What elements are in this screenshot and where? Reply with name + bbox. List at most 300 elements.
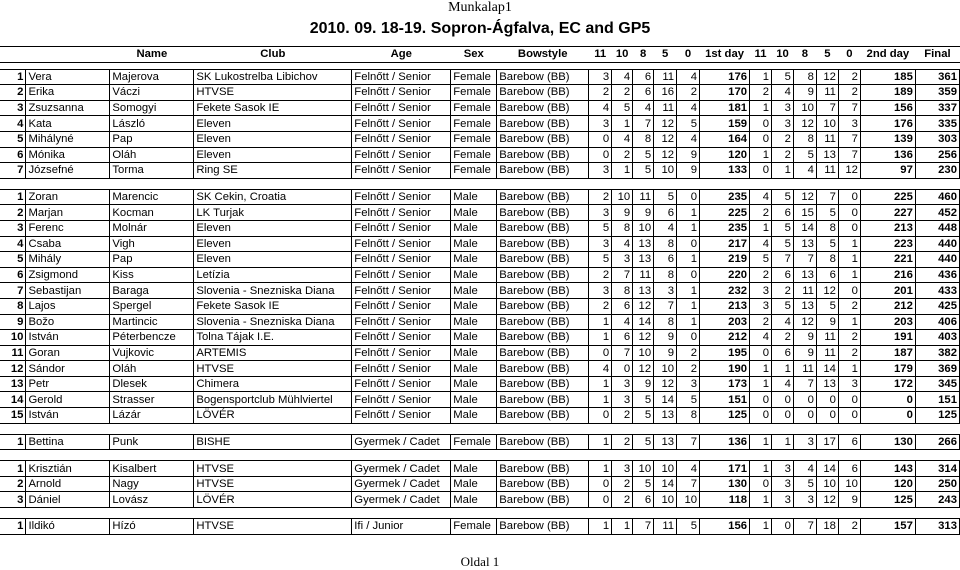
table-cell: 425 xyxy=(915,298,959,314)
table-cell: 2 xyxy=(0,205,26,221)
table-cell: 314 xyxy=(915,461,959,477)
table-cell: Felnőtt / Senior xyxy=(352,376,451,392)
table-cell: 14 xyxy=(654,476,677,492)
table-cell: 4 xyxy=(654,220,677,236)
table-cell: 0 xyxy=(838,205,860,221)
table-cell: 2 xyxy=(750,314,772,330)
table-cell: HTVSE xyxy=(194,85,352,101)
table-cell: Male xyxy=(451,408,497,424)
table-cell: 212 xyxy=(860,298,915,314)
table-cell: 4 xyxy=(750,236,772,252)
table-cell: 125 xyxy=(860,492,915,508)
table-cell: 4 xyxy=(772,314,794,330)
table-cell: 10 xyxy=(633,220,654,236)
table-cell: 7 xyxy=(0,283,26,299)
table-cell: Fekete Sasok IE xyxy=(194,100,352,116)
table-cell: 2 xyxy=(677,85,700,101)
table-cell: Felnőtt / Senior xyxy=(352,220,451,236)
table-row xyxy=(0,492,960,508)
table-cell: Barebow (BB) xyxy=(497,519,589,535)
table-cell: 13 xyxy=(633,283,654,299)
table-cell: 13 xyxy=(793,236,816,252)
table-cell: 8 xyxy=(612,283,633,299)
table-row xyxy=(0,163,960,179)
table-cell: 232 xyxy=(700,283,750,299)
column-header xyxy=(0,47,110,63)
table-cell: 1 xyxy=(772,434,794,450)
table-cell: 6 xyxy=(816,267,838,283)
table-cell: 0 xyxy=(772,408,794,424)
table-cell: 0 xyxy=(860,392,915,408)
table-cell: 440 xyxy=(915,236,959,252)
table-cell: Eleven xyxy=(194,236,352,252)
table-cell: 5 xyxy=(772,220,794,236)
table-cell: 176 xyxy=(700,69,750,85)
table-cell: 448 xyxy=(915,220,959,236)
table-cell: 369 xyxy=(915,361,959,377)
table-cell: István xyxy=(26,330,110,346)
table-cell: 12 xyxy=(793,116,816,132)
table-cell: 460 xyxy=(915,189,959,205)
table-cell: 3 xyxy=(838,116,860,132)
table-cell: 2 xyxy=(612,434,633,450)
table-cell: 6 xyxy=(838,461,860,477)
table-cell: 8 xyxy=(0,298,26,314)
table-cell: 0 xyxy=(677,236,700,252)
table-cell: 14 xyxy=(633,314,654,330)
column-header: 11 xyxy=(750,47,772,63)
table-cell: 6 xyxy=(612,298,633,314)
table-cell: 11 xyxy=(816,345,838,361)
table-cell: Bogensportclub Mühlviertel xyxy=(194,392,352,408)
table-cell: 3 xyxy=(772,492,794,508)
table-cell: 0 xyxy=(589,345,612,361)
table-cell: 7 xyxy=(838,147,860,163)
column-header: 5 xyxy=(654,47,677,63)
column-header: Club xyxy=(194,47,352,63)
table-cell: Eleven xyxy=(194,116,352,132)
table-cell: 4 xyxy=(793,163,816,179)
table-cell: 0 xyxy=(793,408,816,424)
table-cell: 5 xyxy=(772,189,794,205)
table-cell: 2 xyxy=(589,267,612,283)
table-cell: 4 xyxy=(589,361,612,377)
table-cell: 11 xyxy=(816,85,838,101)
column-header: 1st day xyxy=(700,47,750,63)
table-cell: 0 xyxy=(860,408,915,424)
table-cell: 11 xyxy=(816,163,838,179)
table-cell: 3 xyxy=(0,492,26,508)
table-cell: 10 xyxy=(654,163,677,179)
table-cell: 3 xyxy=(750,283,772,299)
table-cell: 3 xyxy=(612,252,633,268)
table-cell: 2 xyxy=(838,330,860,346)
table-cell: 7 xyxy=(633,116,654,132)
table-cell: 10 xyxy=(0,330,26,346)
table-cell: 345 xyxy=(915,376,959,392)
table-cell: Letízia xyxy=(194,267,352,283)
table-cell: 5 xyxy=(633,476,654,492)
table-cell: 223 xyxy=(860,236,915,252)
table-cell: Torma xyxy=(110,163,194,179)
table-row xyxy=(0,361,960,377)
table-cell: 133 xyxy=(700,163,750,179)
table-cell: 5 xyxy=(816,298,838,314)
table-cell: Felnőtt / Senior xyxy=(352,147,451,163)
table-cell: 8 xyxy=(654,314,677,330)
table-cell: 1 xyxy=(750,492,772,508)
table-cell: 9 xyxy=(816,314,838,330)
table-cell: 0 xyxy=(589,492,612,508)
table-cell: Lázár xyxy=(110,408,194,424)
table-cell: 0 xyxy=(750,131,772,147)
table-cell: 201 xyxy=(860,283,915,299)
table-cell: István xyxy=(26,408,110,424)
table-cell: 2 xyxy=(612,492,633,508)
table-cell: 3 xyxy=(589,163,612,179)
column-header: 10 xyxy=(612,47,633,63)
table-cell: 3 xyxy=(772,100,794,116)
table-cell: 7 xyxy=(633,519,654,535)
table-cell: 10 xyxy=(816,116,838,132)
table-cell: 3 xyxy=(0,220,26,236)
table-cell: 130 xyxy=(860,434,915,450)
table-cell: Mihály xyxy=(26,252,110,268)
table-cell: 4 xyxy=(772,376,794,392)
table-cell: Eleven xyxy=(194,220,352,236)
table-cell: 1 xyxy=(750,434,772,450)
table-cell: 5 xyxy=(633,147,654,163)
table-cell: 7 xyxy=(793,519,816,535)
table-cell: Józsefné xyxy=(26,163,110,179)
table-cell: 5 xyxy=(633,408,654,424)
table-cell: Male xyxy=(451,298,497,314)
table-cell: Vigh xyxy=(110,236,194,252)
table-cell: HTVSE xyxy=(194,519,352,535)
table-cell: 125 xyxy=(700,408,750,424)
table-cell: 235 xyxy=(700,189,750,205)
sheet-name: Munkalap1 xyxy=(448,0,512,15)
table-row xyxy=(0,461,960,477)
table-cell: 13 xyxy=(793,267,816,283)
table-cell: 0 xyxy=(816,392,838,408)
table-cell: Felnőtt / Senior xyxy=(352,252,451,268)
table-cell: Gerold xyxy=(26,392,110,408)
table-cell: Gyermek / Cadet xyxy=(352,434,451,450)
table-cell: Felnőtt / Senior xyxy=(352,131,451,147)
column-header: 8 xyxy=(793,47,816,63)
table-cell: 5 xyxy=(677,392,700,408)
table-cell: 143 xyxy=(860,461,915,477)
table-cell: Krisztián xyxy=(26,461,110,477)
table-cell: 1 xyxy=(838,361,860,377)
results-table xyxy=(0,46,960,535)
table-cell: Female xyxy=(451,147,497,163)
table-cell: Male xyxy=(451,220,497,236)
table-cell: 4 xyxy=(612,131,633,147)
table-cell: Molnár xyxy=(110,220,194,236)
table-cell: 2 xyxy=(677,345,700,361)
table-cell: Slovenia - Snezniska Diana xyxy=(194,283,352,299)
table-cell: 8 xyxy=(793,69,816,85)
table-cell: 0 xyxy=(589,131,612,147)
table-cell: 97 xyxy=(860,163,915,179)
table-cell: 5 xyxy=(0,252,26,268)
table-cell: 10 xyxy=(633,345,654,361)
table-row xyxy=(0,434,960,450)
table-cell: 3 xyxy=(589,116,612,132)
table-cell: 1 xyxy=(0,69,26,85)
table-cell: 1 xyxy=(677,220,700,236)
table-cell: 5 xyxy=(793,476,816,492)
table-cell: 10 xyxy=(816,476,838,492)
table-cell: 1 xyxy=(772,163,794,179)
table-cell: 5 xyxy=(589,220,612,236)
table-cell: 1 xyxy=(750,100,772,116)
table-cell: 179 xyxy=(860,361,915,377)
table-cell: 10 xyxy=(633,461,654,477)
table-cell: 1 xyxy=(0,189,26,205)
table-cell: 0 xyxy=(677,330,700,346)
table-cell: 10 xyxy=(654,461,677,477)
table-cell: 1 xyxy=(838,314,860,330)
table-cell: 2 xyxy=(772,131,794,147)
table-cell: Female xyxy=(451,519,497,535)
table-cell: 452 xyxy=(915,205,959,221)
table-cell: Marjan xyxy=(26,205,110,221)
table-cell: 1 xyxy=(0,434,26,450)
table-cell: 5 xyxy=(750,252,772,268)
table-cell: 1 xyxy=(612,116,633,132)
table-cell: 9 xyxy=(0,314,26,330)
table-cell: 2 xyxy=(677,361,700,377)
table-cell: Kiss xyxy=(110,267,194,283)
table-row xyxy=(0,100,960,116)
table-cell: 436 xyxy=(915,267,959,283)
table-cell: 136 xyxy=(700,434,750,450)
table-cell: 1 xyxy=(589,330,612,346)
table-cell: Felnőtt / Senior xyxy=(352,189,451,205)
table-cell: ARTEMIS xyxy=(194,345,352,361)
table-cell: 4 xyxy=(589,100,612,116)
table-cell: 230 xyxy=(915,163,959,179)
table-cell: 13 xyxy=(793,298,816,314)
table-cell: 1 xyxy=(772,361,794,377)
table-cell: 187 xyxy=(860,345,915,361)
table-cell: 5 xyxy=(772,69,794,85)
table-cell: 4 xyxy=(633,100,654,116)
table-cell: 8 xyxy=(654,267,677,283)
table-header-row xyxy=(0,47,960,63)
table-cell: 170 xyxy=(700,85,750,101)
table-cell: 7 xyxy=(654,298,677,314)
table-cell: SK Lukostrelba Libichov xyxy=(194,69,352,85)
table-cell: Barebow (BB) xyxy=(497,476,589,492)
table-cell: 2 xyxy=(612,147,633,163)
table-cell: Gyermek / Cadet xyxy=(352,476,451,492)
table-cell: 2 xyxy=(612,476,633,492)
table-cell: Female xyxy=(451,85,497,101)
table-cell: 0 xyxy=(750,116,772,132)
table-cell: Felnőtt / Senior xyxy=(352,69,451,85)
table-cell: Felnőtt / Senior xyxy=(352,85,451,101)
table-cell: Barebow (BB) xyxy=(497,330,589,346)
table-cell: Erika xyxy=(26,85,110,101)
table-cell: 6 xyxy=(772,205,794,221)
table-cell: Felnőtt / Senior xyxy=(352,408,451,424)
table-cell: 5 xyxy=(677,116,700,132)
table-cell: Dlesek xyxy=(110,376,194,392)
table-cell: 243 xyxy=(915,492,959,508)
table-cell: Oláh xyxy=(110,361,194,377)
table-cell: 12 xyxy=(0,361,26,377)
table-cell: Nagy xyxy=(110,476,194,492)
table-cell: 11 xyxy=(816,330,838,346)
table-cell: 6 xyxy=(838,434,860,450)
table-cell: 203 xyxy=(700,314,750,330)
table-cell: 313 xyxy=(915,519,959,535)
table-cell: 3 xyxy=(589,205,612,221)
table-cell: Barebow (BB) xyxy=(497,116,589,132)
table-cell: 139 xyxy=(860,131,915,147)
table-cell: 7 xyxy=(816,100,838,116)
table-cell: 189 xyxy=(860,85,915,101)
table-cell: Tolna Tájak I.E. xyxy=(194,330,352,346)
table-row xyxy=(0,298,960,314)
table-cell: 216 xyxy=(860,267,915,283)
table-cell: Barebow (BB) xyxy=(497,147,589,163)
table-cell: Bettina xyxy=(26,434,110,450)
table-cell: 12 xyxy=(654,147,677,163)
table-cell: 11 xyxy=(633,267,654,283)
table-cell: 7 xyxy=(677,476,700,492)
table-cell: 1 xyxy=(589,519,612,535)
table-cell: 3 xyxy=(589,283,612,299)
table-cell: Petr xyxy=(26,376,110,392)
table-cell: 9 xyxy=(633,205,654,221)
table-cell: 12 xyxy=(654,131,677,147)
table-cell: 8 xyxy=(793,131,816,147)
table-cell: 9 xyxy=(793,345,816,361)
table-cell: 4 xyxy=(677,131,700,147)
table-cell: Barebow (BB) xyxy=(497,267,589,283)
table-cell: Kocman xyxy=(110,205,194,221)
table-cell: Barebow (BB) xyxy=(497,220,589,236)
table-cell: 10 xyxy=(793,100,816,116)
table-cell: 0 xyxy=(750,163,772,179)
table-cell: Lajos xyxy=(26,298,110,314)
table-cell: 8 xyxy=(677,408,700,424)
table-cell: Felnőtt / Senior xyxy=(352,314,451,330)
table-cell: 2 xyxy=(0,476,26,492)
table-cell: 8 xyxy=(654,236,677,252)
table-cell: 3 xyxy=(793,492,816,508)
table-cell: Barebow (BB) xyxy=(497,345,589,361)
table-cell: 7 xyxy=(838,131,860,147)
table-cell: 1 xyxy=(838,236,860,252)
table-cell: 303 xyxy=(915,131,959,147)
table-cell: Male xyxy=(451,236,497,252)
table-cell: 10 xyxy=(838,476,860,492)
table-cell: Strasser xyxy=(110,392,194,408)
table-cell: 156 xyxy=(860,100,915,116)
table-cell: Felnőtt / Senior xyxy=(352,330,451,346)
table-cell: Female xyxy=(451,100,497,116)
table-cell: 12 xyxy=(633,330,654,346)
table-cell: Male xyxy=(451,492,497,508)
table-cell: Felnőtt / Senior xyxy=(352,205,451,221)
table-cell: Felnőtt / Senior xyxy=(352,116,451,132)
table-cell: 17 xyxy=(816,434,838,450)
table-cell: 2 xyxy=(838,69,860,85)
table-cell: 1 xyxy=(589,392,612,408)
table-cell: 0 xyxy=(589,476,612,492)
table-cell: 5 xyxy=(633,434,654,450)
table-cell: 3 xyxy=(793,434,816,450)
table-cell: 213 xyxy=(860,220,915,236)
table-cell: Gyermek / Cadet xyxy=(352,461,451,477)
table-cell: 2 xyxy=(589,189,612,205)
table-cell: Eleven xyxy=(194,147,352,163)
table-cell: 1 xyxy=(677,252,700,268)
table-cell: 14 xyxy=(816,361,838,377)
table-cell: Male xyxy=(451,205,497,221)
table-cell: 173 xyxy=(700,376,750,392)
table-cell: 4 xyxy=(750,189,772,205)
table-cell: Majerova xyxy=(110,69,194,85)
table-cell: 1 xyxy=(750,69,772,85)
table-cell: 120 xyxy=(700,147,750,163)
table-cell: HTVSE xyxy=(194,461,352,477)
table-row xyxy=(0,519,960,535)
table-cell: Male xyxy=(451,461,497,477)
table-row xyxy=(0,220,960,236)
table-cell: 2 xyxy=(612,85,633,101)
table-cell: Ferenc xyxy=(26,220,110,236)
table-cell: Martincic xyxy=(110,314,194,330)
table-cell: Barebow (BB) xyxy=(497,392,589,408)
table-cell: Female xyxy=(451,116,497,132)
table-cell: 0 xyxy=(772,519,794,535)
table-cell: Female xyxy=(451,69,497,85)
table-row xyxy=(0,267,960,283)
table-cell: 0 xyxy=(612,361,633,377)
table-cell: Pap xyxy=(110,252,194,268)
table-cell: Felnőtt / Senior xyxy=(352,100,451,116)
table-cell: 185 xyxy=(860,69,915,85)
table-cell: 5 xyxy=(793,147,816,163)
table-cell: 4 xyxy=(612,69,633,85)
table-cell: 3 xyxy=(589,236,612,252)
table-cell: 7 xyxy=(793,252,816,268)
table-cell: 120 xyxy=(860,476,915,492)
table-cell: Ildikó xyxy=(26,519,110,535)
table-cell: 0 xyxy=(750,392,772,408)
table-cell: Mónika xyxy=(26,147,110,163)
table-cell: 0 xyxy=(838,392,860,408)
table-cell: 11 xyxy=(793,361,816,377)
table-cell: Csaba xyxy=(26,236,110,252)
table-row xyxy=(0,116,960,132)
table-cell: 14 xyxy=(0,392,26,408)
table-cell: 203 xyxy=(860,314,915,330)
table-cell: 1 xyxy=(750,220,772,236)
table-cell: Male xyxy=(451,392,497,408)
table-cell: Barebow (BB) xyxy=(497,408,589,424)
table-cell: 361 xyxy=(915,69,959,85)
table-cell: 4 xyxy=(772,85,794,101)
table-cell: 176 xyxy=(860,116,915,132)
